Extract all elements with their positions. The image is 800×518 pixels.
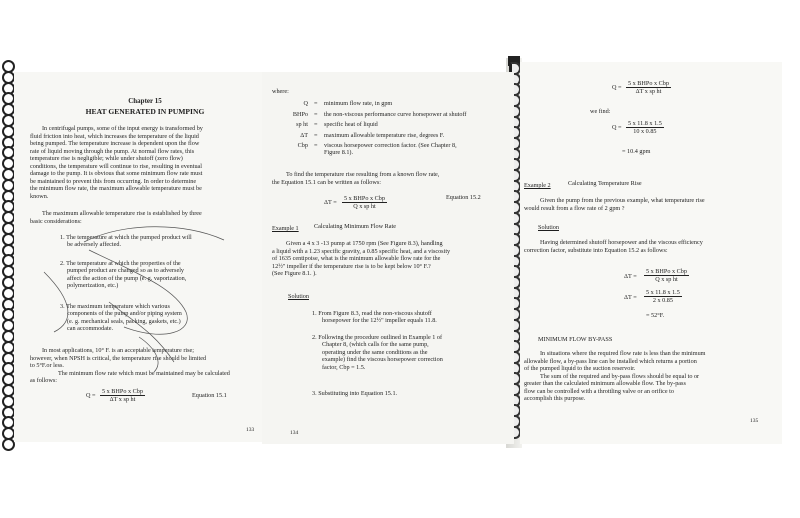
text-line: the minimum flow rate, the maximum allowable temperature must be <box>30 185 202 192</box>
page-135 <box>520 62 782 444</box>
equation-b-fraction <box>644 289 682 304</box>
equation-15-2-numerator: 5 x BHPo x Cbp <box>344 195 385 202</box>
equation-a-numerator: 5 x BHPo x Cbp <box>646 268 687 275</box>
equation-b-lhs: ΔT = <box>624 294 637 301</box>
text-line: be maintained to prevent this from occurring. In order to determine <box>30 177 197 185</box>
text-line: The maximum allowable temperature rise is established by three <box>42 210 202 217</box>
text-line: damage to the pump. It is obvious that some minimum flow rate must <box>30 170 203 177</box>
text-line: In centrifugal pumps, some of the input energy is transformed by <box>42 125 203 132</box>
equation-15-1-lhs: Q = <box>86 392 96 399</box>
definition-text: maximum allowable temperature rise, degrees F. <box>324 131 445 139</box>
text-line: correction factor, substitute into Equation 15.2 as follows: <box>524 246 668 254</box>
text-line: basic considerations: <box>30 217 82 225</box>
result-flow: = 10.4 gpm <box>622 148 651 155</box>
equation-top-denominator: ΔT x sp ht <box>635 88 662 95</box>
equation-b-numerator: 5 x 11.8 x 1.5 <box>646 289 680 296</box>
equation-a-lhs: ΔT = <box>624 273 637 280</box>
solution-step-line: 2. Following the procedure outlined in Example 1 of <box>312 334 443 341</box>
text-line: fluid friction into heat, which increases the temperature of the liquid <box>30 132 199 140</box>
consideration-line: polymerization, etc.) <box>67 282 119 290</box>
equation-a-fraction <box>644 268 689 283</box>
equals-sign: = <box>314 100 318 107</box>
text-line: In situations where the required flow rate is less than the minimum <box>540 350 706 357</box>
text-line: as follows: <box>30 377 57 384</box>
solution-step-line: operating under the same conditions as the <box>322 348 428 356</box>
equation-a-denominator: Q x sp ht <box>655 276 678 283</box>
text-line: allowable flow, a by-pass line can be installed which returns a portion <box>524 357 697 365</box>
text-line: temperature rise is negligible; while under shutoff (zero flow) <box>30 155 183 162</box>
equation-15-2-lhs: ΔT = <box>324 199 337 206</box>
solution-label: Solution <box>288 293 309 300</box>
definition-text: Figure 8.1). <box>324 148 354 156</box>
solution-step-line: Chapter 8, (which calls for the same pump, <box>322 341 429 349</box>
consideration-line: (e. g. mechanical seals, packing, gaskets, etc.) <box>67 317 181 325</box>
consideration-line: can accommodate. <box>67 325 114 333</box>
text-line: The minimum flow rate which must be maintained may be calculated <box>58 369 230 377</box>
text-line: rate of liquid moving through the pump. At normal flow rates, this <box>30 147 195 155</box>
definition-symbol: sp ht <box>296 121 308 128</box>
equation-sub-numerator: 5 x 11.8 x 1.5 <box>628 120 662 127</box>
text-line: however, when NPSH is critical, the temperature rise should be limited <box>30 354 207 362</box>
text-line: of the pumped liquid to the suction reservoir. <box>524 365 636 372</box>
chapter-title: HEAT GENERATED IN PUMPING <box>85 107 205 116</box>
we-find-label: we find: <box>590 108 611 115</box>
text-line: the Equation 15.1 can be written as follows: <box>272 178 381 186</box>
solution-step-line: horsepower for the 12½" impeller equals 11.8. <box>322 317 437 325</box>
definition-text: the non-viscous performance curve horsepower at shutoff <box>324 110 467 118</box>
example-2-title: Calculating Temperature Rise <box>568 180 642 187</box>
where-label: where: <box>272 88 289 95</box>
consideration-line: 1. The temperature at which the pumped product will <box>60 234 192 241</box>
definition-symbol: BHPo <box>292 110 308 118</box>
equals-sign: = <box>314 142 318 149</box>
definition-symbol: ΔT <box>300 131 308 139</box>
definition-symbol: Cbp <box>297 142 308 149</box>
text-line: greater than the calculated minimum allowable flow. The by-pass <box>524 380 686 387</box>
example-1-title: Calculating Minimum Flow Rate <box>314 223 396 230</box>
definition-text: specific heat of liquid <box>324 121 378 128</box>
text-line: Given a 4 x 3 -13 pump at 1750 rpm (See Figure 8.3), handling <box>286 240 443 247</box>
page-number: 134 <box>290 430 299 436</box>
consideration-line: 2. The temperature at which the properties of the <box>60 260 181 267</box>
page-133 <box>14 72 276 442</box>
equation-top-lhs: Q = <box>612 84 622 91</box>
page-number: 133 <box>246 427 255 433</box>
equation-top-numerator: 5 x BHPo x Cbp <box>628 80 669 87</box>
spiral-binding-left <box>0 60 14 450</box>
text-line: of 1635 centipoise, what is the minimum allowable flow rate for the <box>272 255 441 262</box>
text-line: would result from a flow rate of 2 gpm ? <box>524 204 625 212</box>
equation-15-1-numerator: 5 x BHPo x Cbp <box>102 388 143 395</box>
result-temperature: = 52°F. <box>646 312 665 319</box>
consideration-line: components of the pump and/or piping system <box>67 310 182 318</box>
definition-text: minimum flow rate, in gpm <box>324 100 393 107</box>
text-line: to 5°F.or less. <box>30 362 64 369</box>
equation-15-2-denominator: Q x sp ht <box>353 203 376 210</box>
text-line: being pumped. The temperature increase is dependent upon the flow <box>30 140 200 147</box>
definition-symbol: Q <box>303 100 308 107</box>
text-line: known. <box>30 192 49 200</box>
example-2-label: Example 2 <box>524 182 551 189</box>
equation-15-1-denominator: ΔT x sp ht <box>109 396 136 403</box>
example-1-label: Example 1 <box>272 225 299 232</box>
text-line: accomplish this purpose. <box>524 395 586 402</box>
chapter-label: Chapter 15 <box>128 97 162 105</box>
solution-step-line: example) find the viscous horsepower correction <box>322 356 443 364</box>
text-line: flow can be controlled with a throttling valve or an orifice to <box>524 387 674 395</box>
equals-sign: = <box>314 131 318 139</box>
page-134 <box>262 72 514 444</box>
equation-15-2-fraction <box>342 195 387 210</box>
consideration-line: pumped product are changed so as to adversely <box>67 267 185 275</box>
consideration-line: be adversely affected. <box>67 241 121 249</box>
solution-label: Solution <box>538 224 559 231</box>
text-line: In most applications, 10° F. is an acceptable temperature rise; <box>42 347 194 354</box>
text-line: a liquid with a 1.23 specific gravity, a 0.85 specific heat, and a viscosity <box>272 247 451 255</box>
definition-text: viscous horsepower correction factor. (See Chapter 8, <box>324 142 457 149</box>
equation-sub-denominator: 10 x 0.85 <box>633 128 657 135</box>
text-line: Having determined shutoff horsepower and the viscous efficiency <box>540 239 703 246</box>
consideration-line: 3. The maximum temperature which various <box>60 303 170 310</box>
text-line: Given the pump from the previous example, what temperature rise <box>540 197 705 204</box>
equation-b-denominator: 2 x 0.85 <box>652 297 673 304</box>
page-number: 135 <box>750 418 759 424</box>
equation-sub-lhs: Q = <box>612 124 622 131</box>
equation-top-fraction <box>626 80 671 95</box>
consideration-line: affect the action of the pump (e. g. vaporization, <box>67 274 187 282</box>
text-line: (See Figure 8.1. ). <box>272 270 317 277</box>
equation-15-1-fraction <box>100 388 145 403</box>
text-line: 12½" impeller if the temperature rise is to be kept below 10° F.? <box>272 262 431 270</box>
text-line: The sum of the required and by-pass flows should be equal to or <box>540 372 700 380</box>
equation-15-1-label: Equation 15.1 <box>192 392 227 399</box>
solution-step-line: factor, Cbp = 1.5. <box>322 363 366 371</box>
solution-step-line: 1. From Figure 8.3, read the non-viscous shutoff <box>312 310 432 317</box>
equation-15-2-label: Equation 15.2 <box>446 194 481 201</box>
text-line: To find the temperature rise resulting from a known flow rate, <box>286 171 440 178</box>
equals-sign: = <box>314 110 318 118</box>
solution-step-line: 3. Substituting into Equation 15.1. <box>312 390 398 397</box>
equation-sub-fraction <box>626 120 664 135</box>
text-line: conditions, the temperature will continue to rise, resulting in eventual <box>30 162 203 170</box>
bypass-title: MINIMUM FLOW BY-PASS <box>538 336 613 343</box>
equals-sign: = <box>314 121 318 128</box>
